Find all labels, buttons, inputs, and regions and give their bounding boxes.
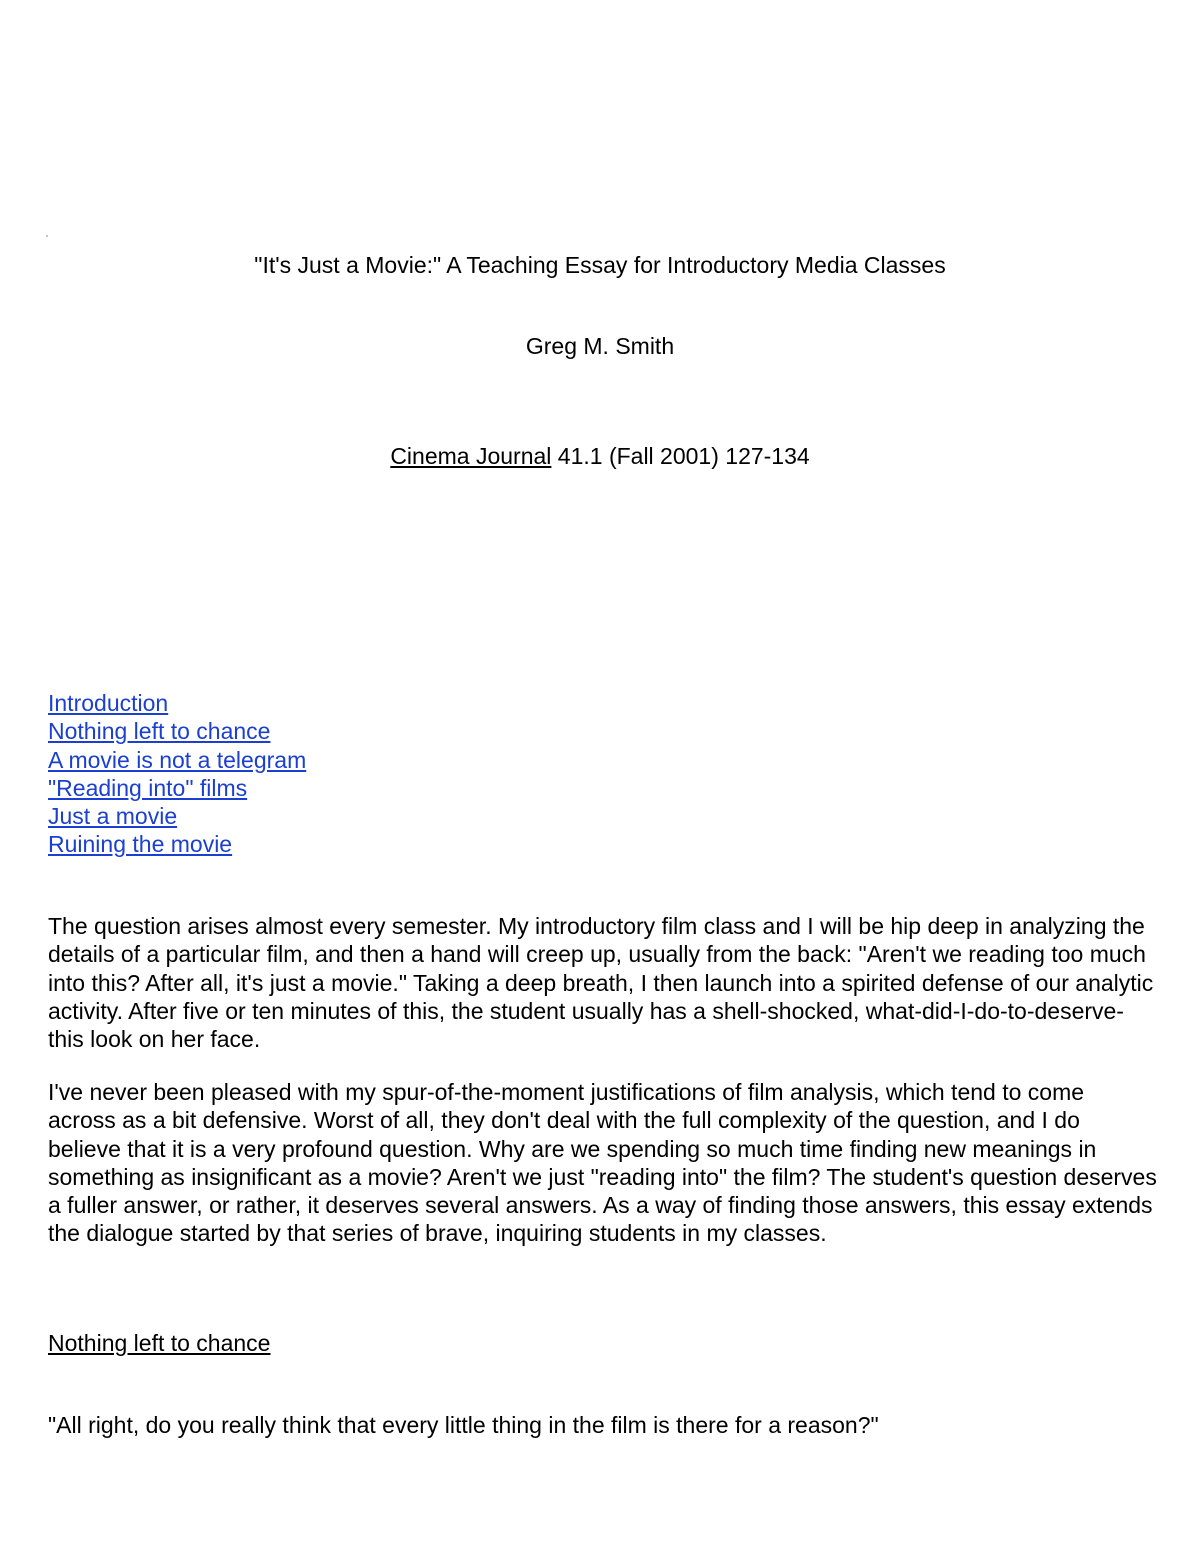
journal-name: Cinema Journal bbox=[390, 443, 552, 469]
section-heading: Nothing left to chance bbox=[48, 1330, 271, 1356]
toc-item bbox=[48, 746, 306, 774]
body-paragraph-1: The question arises almost every semester. My introductory film class and I will be hip deep in analyzing the details of a particular film, and then a hand will creep up, usually from the back: "Aren't we reading too much into this? After all, it's just a movie." Taking a deep breath, I then launch into a spirited defense of our analytic activity. After five or ten minutes of this, the student usually has a shell-shocked, what-did-I-do-to-deserve-this look on her face. bbox=[48, 913, 1154, 1053]
toc-link-introduction[interactable]: Introduction bbox=[48, 690, 169, 716]
scan-speck bbox=[46, 235, 48, 237]
citation-details: 41.1 (Fall 2001) 127-134 bbox=[551, 443, 810, 469]
citation bbox=[0, 442, 1200, 470]
toc-link-ruining-the-movie[interactable]: Ruining the movie bbox=[48, 831, 233, 858]
body-paragraph-2: I've never been pleased with my spur-of-the-moment justifications of film analysis, which tend to come across as a bit defensive. Worst of all, they don't deal with the full complexity of the question, and I do believe that it is a very profound question. Why are we spending so much time finding new meanings in something as insignificant as a movie? Aren't we just "reading into" the film? The student's question deserves a fuller answer, or rather, it deserves several answers. As a way of finding those answers, this essay extends the dialogue started by that series of brave, inquiring students in my classes. bbox=[48, 1079, 1157, 1247]
toc-link-reading-into-films[interactable]: "Reading into" films bbox=[48, 774, 248, 801]
toc-item bbox=[48, 830, 306, 858]
opening-quote: "All right, do you really think that every little thing in the film is there for a reason?" bbox=[48, 1412, 879, 1438]
table-of-contents bbox=[48, 689, 306, 859]
toc-item bbox=[48, 689, 306, 717]
author-name: Greg M. Smith bbox=[525, 333, 675, 359]
toc-item bbox=[48, 774, 306, 802]
toc-link-nothing-left-to-chance[interactable]: Nothing left to chance bbox=[48, 718, 271, 745]
toc-link-movie-not-telegram[interactable]: A movie is not a telegram bbox=[48, 746, 307, 773]
toc-item bbox=[48, 717, 306, 745]
toc-item bbox=[48, 802, 306, 830]
essay-title: "It's Just a Movie:" A Teaching Essay for Introductory Media Classes bbox=[254, 252, 946, 278]
toc-link-just-a-movie[interactable]: Just a movie bbox=[48, 803, 178, 830]
